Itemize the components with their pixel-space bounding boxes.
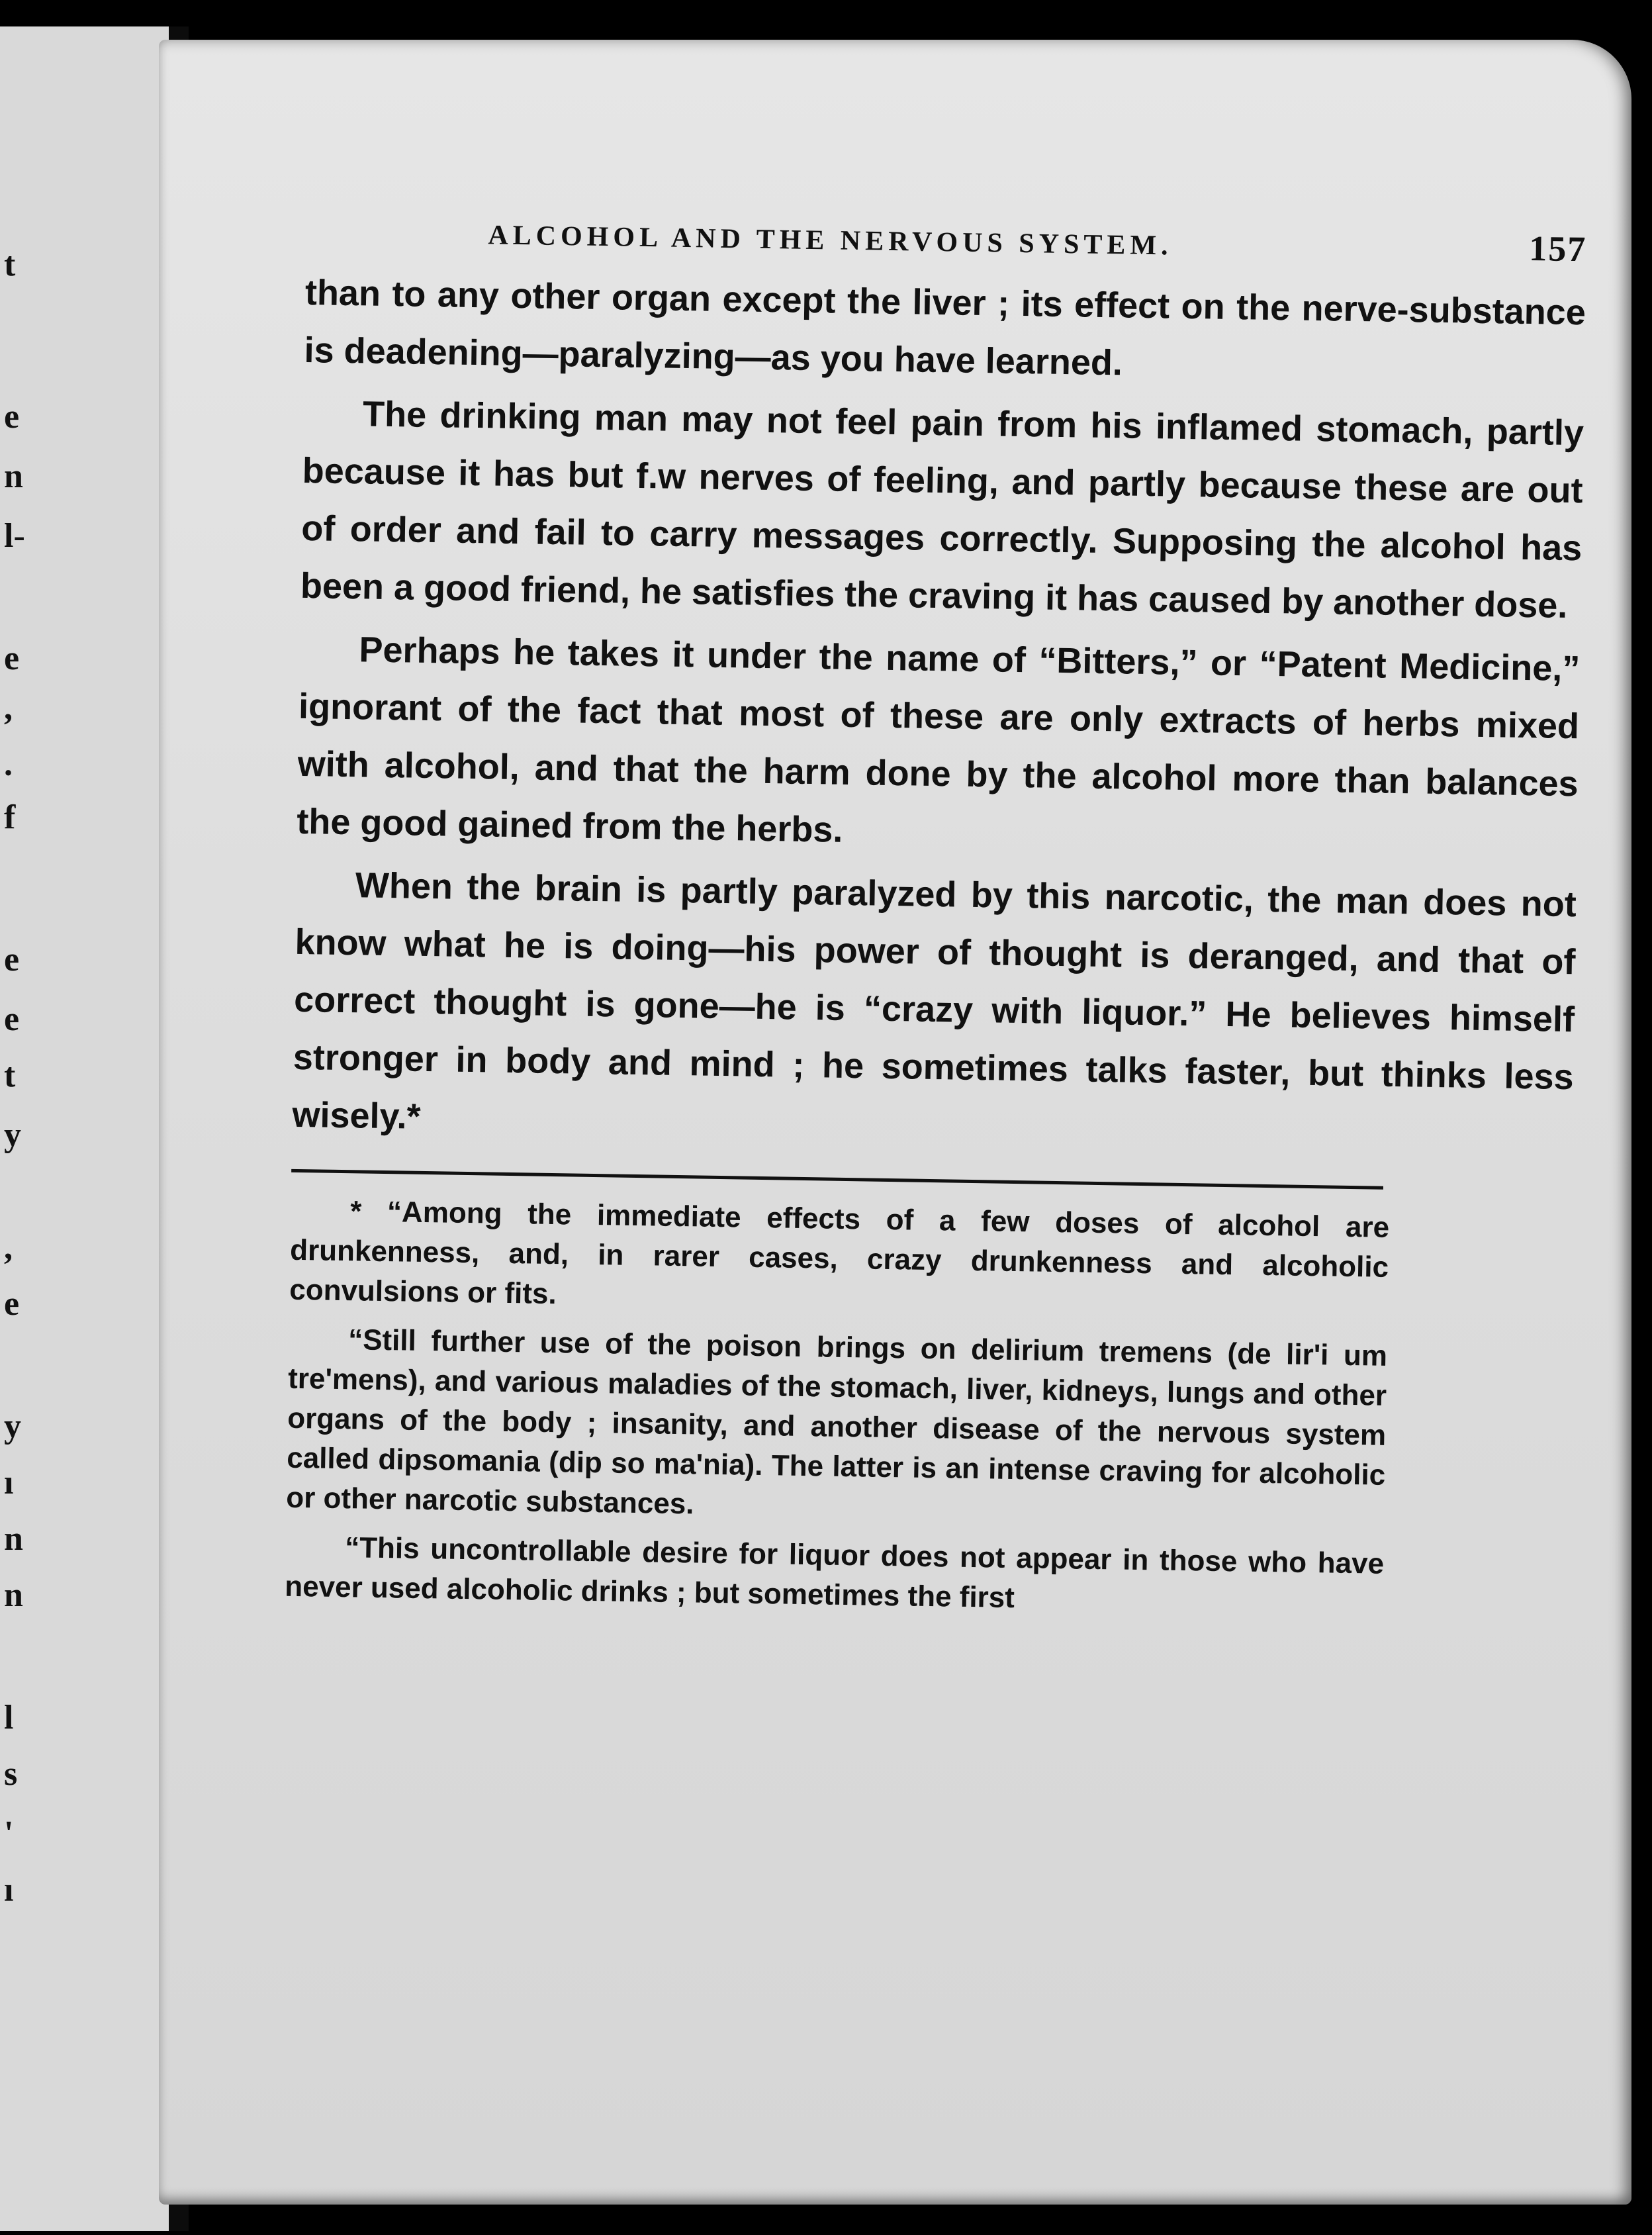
left-page-edge-glyph: f <box>4 798 16 836</box>
page-content <box>285 209 1587 1636</box>
running-head <box>306 209 1587 269</box>
left-page-edge-glyph: ı <box>4 1871 14 1909</box>
body-text <box>292 264 1586 1164</box>
left-page-edge-glyph: . <box>4 745 13 783</box>
left-page-edge-glyph: e <box>4 398 20 436</box>
left-page-edge-glyph: ı <box>4 1464 14 1501</box>
book-page <box>159 40 1631 2205</box>
left-page-edge-glyph: ' <box>4 1815 14 1852</box>
left-page-edge-glyph: , <box>4 689 13 727</box>
body-paragraph: Perhaps he takes it under the name of “Bitters,” or “Patent Medicine,” ignorant of the fact that most of these are only extracts of herbs mixed with alcohol, and that the harm done by the alcohol more than balances the good gained from the herbs. <box>296 630 1581 850</box>
left-page-edge-glyph: n <box>4 1520 23 1558</box>
body-paragraph: The drinking man may not feel pain from his inflamed stomach, partly because it has but f.w nerves of feeling, and partly because these are out of order and fail to carry messages correctly. Supposing the alcohol has been a good friend, he satisfies the craving it has caused by another dose. <box>300 394 1584 626</box>
left-page-edge-glyph: l- <box>4 517 25 555</box>
left-page-edge-glyph: e <box>4 1000 20 1038</box>
left-page-edge-glyph: , <box>4 1229 13 1266</box>
page-number: 157 <box>1528 228 1587 269</box>
left-page-edge-glyph: t <box>4 1057 16 1094</box>
footnote-paragraph: “Still further use of the poison brings on delirium tremens (de lir'i um tre'mens), and various maladies of the stomach, liver, kidneys, lungs and other organs of the body ; insanity, and another disease of the nervous system called dipsomania (dip so ma'nia). The latter is an intense craving for alcoholic or other narcotic substances. <box>286 1323 1388 1521</box>
left-page-edge-glyph: s <box>4 1755 18 1793</box>
left-page-edge-glyph: n <box>4 1576 23 1614</box>
body-paragraph: When the brain is partly paralyzed by this narcotic, the man does not know what he is doing—his power of thought is deranged, and that of correct thought is gone—he is “crazy with liquor.” He believes himself stronger in body and mind ; he sometimes talks faster, but thinks less wisely.* <box>292 865 1577 1137</box>
left-page-edge-glyph: e <box>4 1285 20 1323</box>
left-facing-page <box>0 26 171 2231</box>
left-page-edge-glyph: e <box>4 640 20 677</box>
footnotes <box>285 1191 1572 1627</box>
left-page-edge-glyph: n <box>4 457 23 495</box>
footnote-divider <box>291 1169 1383 1190</box>
left-page-edge-glyph: y <box>4 1116 21 1154</box>
left-page-edge-glyph: t <box>4 246 16 283</box>
left-page-edge-glyph: l <box>4 1699 14 1736</box>
footnote-paragraph: * “Among the immediate effects of a few doses of alcohol are drunkenness, and, in rarer cases, crazy drunkenness and alcoholic convulsions or fits. <box>289 1195 1390 1311</box>
footnote-paragraph: “This uncontrollable desire for liquor does not appear in those who have never used alcoholic drinks ; but sometimes the first <box>284 1531 1385 1615</box>
body-paragraph: than to any other organ except the liver ; its effect on the nerve-substance is deadening—paralyzing—as you have learned. <box>304 272 1586 383</box>
left-page-edge-glyph: e <box>4 941 20 978</box>
left-page-edge-glyph: y <box>4 1407 21 1445</box>
running-head-title: ALCOHOL AND THE NERVOUS SYSTEM. <box>488 220 1173 262</box>
